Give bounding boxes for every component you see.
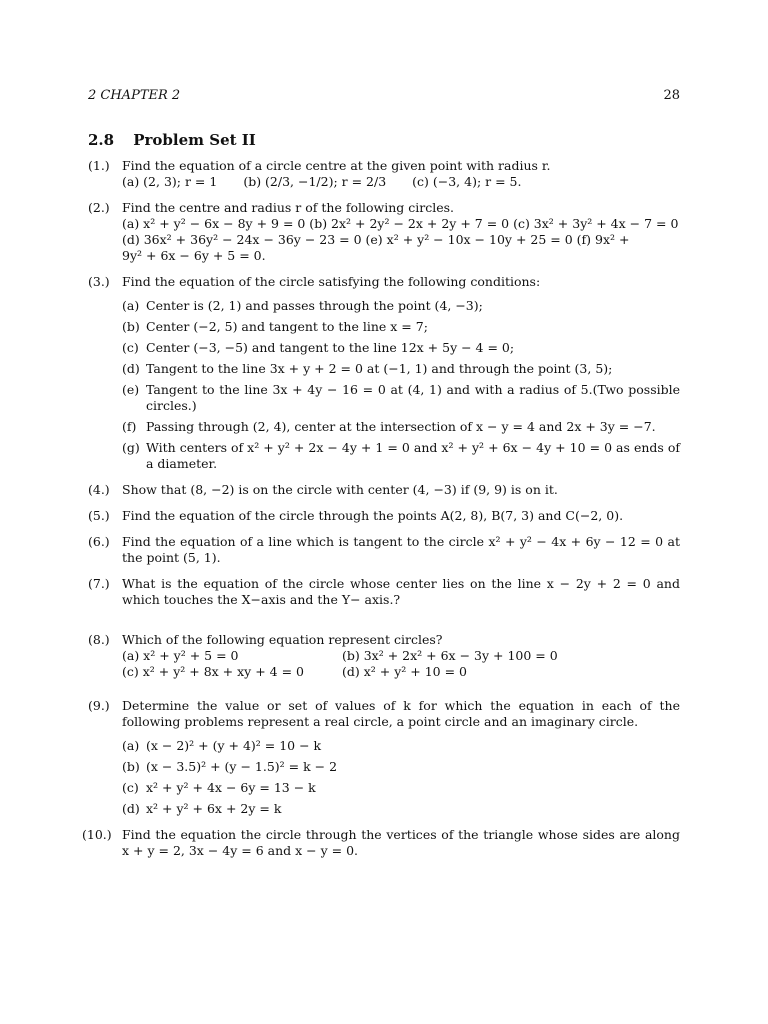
problem-number: (6.)	[88, 534, 110, 549]
sub-text: (x − 2)² + (y + 4)² = 10 − k	[146, 738, 322, 753]
problem-number: (3.)	[88, 274, 110, 289]
sub-label: (d)	[122, 361, 140, 376]
section-heading	[88, 132, 680, 148]
sub-items	[122, 298, 680, 472]
problem-10	[82, 827, 680, 859]
option-a: (a) (2, 3); r = 1	[122, 174, 218, 189]
option-a: (a) x² + y² + 5 = 0	[122, 648, 239, 663]
sub-item	[122, 340, 680, 356]
chapter-label: 2 CHAPTER 2	[88, 88, 181, 103]
problem-number: (5.)	[88, 508, 110, 523]
problem-number: (10.)	[82, 827, 112, 842]
sub-text: Passing through (2, 4), center at the intersection of x − y = 4 and 2x + 3y = −7.	[146, 419, 656, 434]
problem-text: Find the equation of a circle centre at the given point with radius r.	[122, 158, 551, 173]
sub-text: x² + y² + 6x + 2y = k	[146, 801, 282, 816]
problem-8	[88, 632, 680, 680]
problem-number: (7.)	[88, 576, 110, 591]
sub-label: (a)	[122, 298, 140, 313]
problem-3	[88, 274, 680, 472]
problem-text: Find the equation of a line which is tangent to the circle x² + y² − 4x + 6y − 12 = 0 at the point (5, 1).	[122, 534, 680, 565]
options-line-1: (a) x² + y² − 6x − 8y + 9 = 0 (b) 2x² + 2y² − 2x + 2y + 7 = 0 (c) 3x² + 3y² + 4x − 7 = 0	[122, 216, 679, 231]
section-number: 2.8	[88, 131, 115, 149]
problem-6	[88, 534, 680, 566]
options-line-2: (d) 36x² + 36y² − 24x − 36y − 23 = 0 (e) x² + y² − 10x − 10y + 25 = 0 (f) 9x² +	[122, 232, 630, 247]
problem-text: Determine the value or set of values of k for which the equation in each of the following problems represent a real circle, a point circle and an imaginary circle.	[122, 698, 680, 729]
sub-label: (a)	[122, 738, 140, 753]
problem-9	[88, 698, 680, 817]
sub-item	[122, 298, 680, 314]
sub-label: (c)	[122, 340, 139, 355]
sub-item	[122, 780, 680, 796]
sub-label: (e)	[122, 382, 140, 397]
sub-text: Center (−2, 5) and tangent to the line x = 7;	[146, 319, 428, 334]
problem-number: (9.)	[88, 698, 110, 713]
section-title: Problem Set II	[133, 131, 256, 149]
sub-label: (b)	[122, 759, 140, 774]
option-b: (b) (2/3, −1/2); r = 2/3	[243, 174, 387, 189]
options-line-3: 9y² + 6x − 6y + 5 = 0.	[122, 248, 266, 263]
problem-options	[122, 174, 680, 190]
sub-item	[122, 382, 680, 414]
problem-text: Show that (8, −2) is on the circle with center (4, −3) if (9, 9) is on it.	[122, 482, 558, 497]
sub-item	[122, 801, 680, 817]
sub-text: (x − 3.5)² + (y − 1.5)² = k − 2	[146, 759, 338, 774]
problem-number: (1.)	[88, 158, 110, 173]
problem-text: What is the equation of the circle whose center lies on the line x − 2y + 2 = 0 and which touches the X−axis and the Y− axis.?	[122, 576, 680, 607]
sub-text: With centers of x² + y² + 2x − 4y + 1 = 0 and x² + y² + 6x − 4y + 10 = 0 as ends of a diameter.	[146, 440, 680, 471]
option-c: (c) x² + y² + 8x + xy + 4 = 0	[122, 664, 304, 679]
sub-label: (b)	[122, 319, 140, 334]
sub-text: Tangent to the line 3x + 4y − 16 = 0 at (4, 1) and with a radius of 5.(Two possible circles.)	[146, 382, 680, 413]
problem-options	[122, 648, 680, 680]
sub-item	[122, 738, 680, 754]
sub-label: (g)	[122, 440, 140, 455]
page-number: 28	[663, 88, 680, 103]
sub-label: (d)	[122, 801, 140, 816]
problem-2	[88, 200, 680, 264]
sub-text: x² + y² + 4x − 6y = 13 − k	[146, 780, 316, 795]
sub-label: (f)	[122, 419, 137, 434]
problem-number: (2.)	[88, 200, 110, 215]
sub-item	[122, 759, 680, 775]
problem-text: Find the equation of the circle satisfying the following conditions:	[122, 274, 541, 289]
option-d: (d) x² + y² + 10 = 0	[342, 664, 467, 679]
sub-item	[122, 440, 680, 472]
problem-number: (8.)	[88, 632, 110, 647]
problem-text: Find the equation of the circle through the points A(2, 8), B(7, 3) and C(−2, 0).	[122, 508, 624, 523]
option-c: (c) (−3, 4); r = 5.	[412, 174, 522, 189]
problem-text: Find the centre and radius r of the following circles.	[122, 200, 454, 215]
problem-4	[88, 482, 680, 498]
sub-items	[122, 738, 680, 817]
sub-item	[122, 319, 680, 335]
sub-item	[122, 419, 680, 435]
page-header	[88, 88, 680, 104]
sub-text: Center is (2, 1) and passes through the point (4, −3);	[146, 298, 483, 313]
sub-text: Center (−3, −5) and tangent to the line 12x + 5y − 4 = 0;	[146, 340, 515, 355]
problem-text: Find the equation the circle through the vertices of the triangle whose sides are along x + y = 2, 3x − 4y = 6 and x − y = 0.	[122, 827, 680, 858]
sub-text: Tangent to the line 3x + y + 2 = 0 at (−1, 1) and through the point (3, 5);	[146, 361, 613, 376]
option-b: (b) 3x² + 2x² + 6x − 3y + 100 = 0	[342, 648, 558, 663]
document-page	[82, 88, 680, 859]
sub-label: (c)	[122, 780, 139, 795]
problem-5	[88, 508, 680, 524]
problem-text: Which of the following equation represent circles?	[122, 632, 443, 647]
problem-number: (4.)	[88, 482, 110, 497]
problem-7	[88, 576, 680, 608]
sub-item	[122, 361, 680, 377]
problem-1	[88, 158, 680, 190]
